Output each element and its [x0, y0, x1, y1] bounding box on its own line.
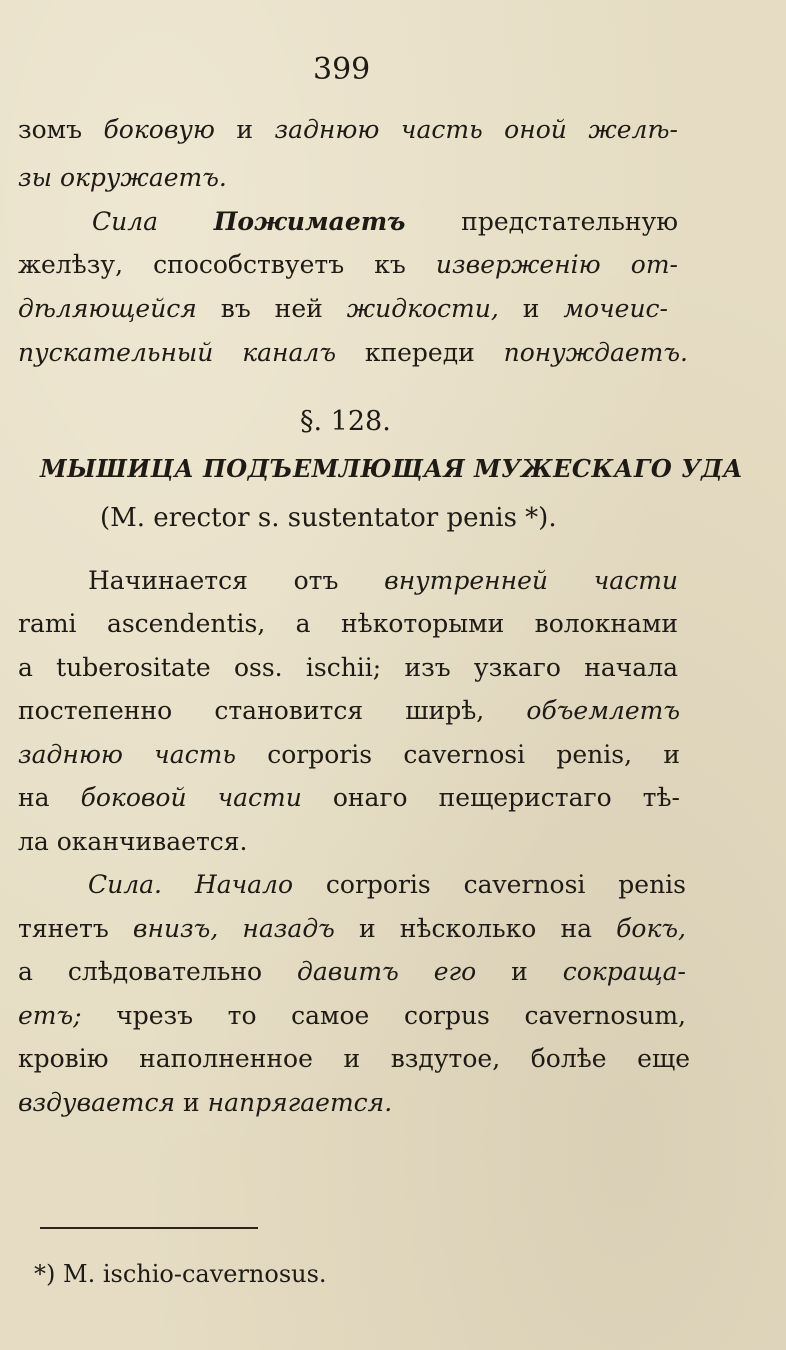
text-segment: изверженію от- [435, 250, 678, 279]
text-segment: внизъ, назадъ [132, 914, 335, 943]
text-segment: пускательный каналъ [18, 338, 337, 367]
text-segment: a tuberositate oss. ischii; изъ узкаго начала [18, 653, 678, 682]
text-segment: Сила [92, 207, 214, 236]
text-line [18, 162, 227, 194]
text-segment: и нѣсколько на [334, 914, 617, 943]
text-line [88, 869, 686, 901]
text-segment: ла оканчивается. [18, 827, 248, 856]
text-segment: мочеис- [563, 294, 668, 323]
text-segment: заднюю часть оной жел [274, 115, 648, 144]
page-number: 399 [313, 52, 371, 87]
text-segment: и [476, 957, 563, 986]
footnote: *) M. ischio-cavernosus. [34, 1260, 327, 1288]
text-line [18, 913, 686, 945]
text-segment: и [498, 294, 564, 323]
text-segment: заднюю часть [18, 740, 236, 769]
text-segment: предстательную [405, 207, 679, 236]
text-segment: зомъ [18, 115, 104, 144]
text-segment: боковой части [80, 783, 302, 812]
text-segment: внутренней части [384, 566, 678, 595]
text-segment: и [214, 115, 275, 144]
text-line [18, 1000, 686, 1032]
text-segment: зы окружаетъ. [18, 163, 227, 192]
text-segment: ѣ- [647, 115, 678, 144]
text-segment: чрезъ то самое corpus cavernosum, [81, 1001, 686, 1030]
text-segment: бокъ, [616, 914, 686, 943]
text-segment: желѣзу, способствуетъ къ [18, 250, 436, 279]
text-segment: понуждаетъ. [503, 338, 688, 367]
text-line [18, 826, 248, 858]
text-segment: Пожимаетъ [213, 207, 406, 236]
text-segment: rami ascendentis, а нѣкоторыми волокнами [18, 609, 678, 638]
section-number: §. 128. [300, 406, 391, 437]
text-line [18, 956, 686, 988]
section-heading: МЫШИЦА ПОДЪЕМЛЮЩАЯ МУЖЕСКАГО УДА [40, 454, 744, 483]
text-line [18, 652, 678, 684]
text-segment: тянетъ [18, 914, 133, 943]
footnote-divider [40, 1227, 258, 1229]
text-segment: давитъ его [297, 957, 477, 986]
text-segment: сокраща- [562, 957, 686, 986]
text-segment: и [175, 1088, 208, 1117]
text-line [88, 565, 678, 597]
text-segment: онаго пещеристаго тѣ- [301, 783, 681, 812]
text-line [18, 1043, 690, 1075]
text-segment: постепенно становится ширѣ, [18, 696, 527, 725]
text-segment: етъ; [18, 1001, 82, 1030]
text-line [18, 337, 688, 369]
text-segment: объемлетъ [526, 696, 680, 725]
text-line [18, 608, 678, 640]
text-segment: боковую [103, 115, 215, 144]
text-line [18, 114, 678, 146]
latin-muscle-name: (M. erector s. sustentator penis *). [100, 503, 557, 533]
text-segment: на [18, 783, 81, 812]
text-segment: жидкости, [346, 294, 499, 323]
text-segment: дѣляющейся [18, 294, 197, 323]
text-segment: вздувается [18, 1088, 176, 1117]
text-segment: напрягается. [207, 1088, 393, 1117]
text-segment: corporis cavernosi penis [293, 870, 687, 899]
text-line [18, 739, 680, 771]
text-segment: corporis cavernosi penis, и [235, 740, 680, 769]
text-segment: а слѣдовательно [18, 957, 297, 986]
text-line [92, 206, 678, 238]
text-segment: Сила. Начало [88, 870, 294, 899]
text-segment: кпереди [336, 338, 504, 367]
text-line [18, 782, 680, 814]
text-segment: въ ней [196, 294, 347, 323]
text-segment: Начинается отъ [88, 566, 385, 595]
text-line [18, 695, 680, 727]
text-segment: кровію наполненное и вздутое, болѣе еще [18, 1044, 690, 1073]
text-line [18, 1087, 392, 1119]
text-line [18, 293, 668, 325]
text-line [18, 249, 678, 281]
